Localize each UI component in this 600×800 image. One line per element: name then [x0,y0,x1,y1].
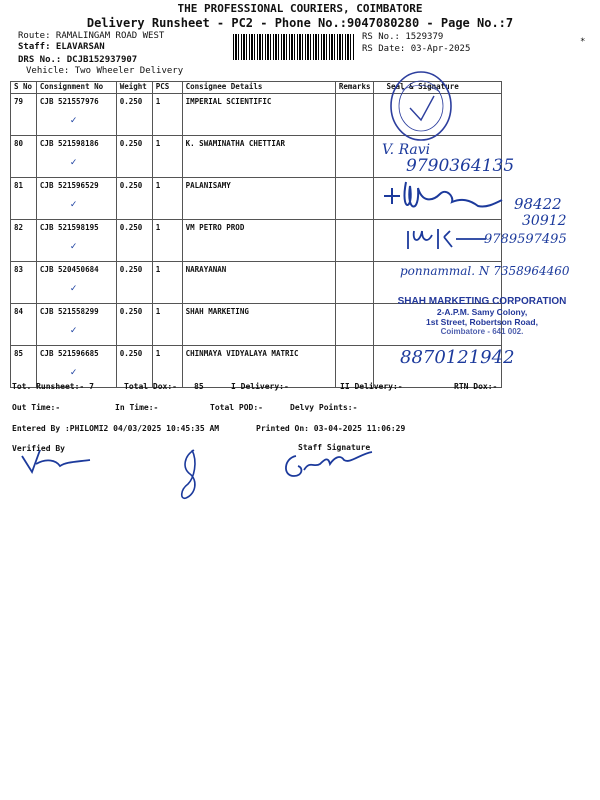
hw-r80-phone: 9790364135 [406,156,515,176]
signature-r81 [380,178,510,214]
remarks-cell [335,262,374,304]
vehicle-text: Vehicle: Two Wheeler Delivery [26,66,184,76]
printed-on: Printed On: 03-04-2025 11:06:29 [256,424,406,433]
tick-mark-icon: ✓ [69,242,78,252]
stamp-line-4: Coimbatore - 641 002. [440,327,524,336]
stamp-line-1: SHAH MARKETING CORPORATION [397,296,567,307]
sno-text: 81 [14,181,24,190]
sno-text: 85 [14,349,24,358]
weight-cell [116,220,152,262]
tick-mark-icon: ✓ [69,368,78,378]
weight-cell [116,94,152,136]
remarks-cell [335,178,374,220]
staff-text: Staff: ELAVARSAN [18,42,105,52]
weight-text: 0.250 [119,223,143,232]
tick-mark-icon: ✓ [69,284,78,294]
hw-r80-name: V. Ravi [382,142,431,158]
stamp-line-2: 2-A.P.M. Samy Colony, [436,307,528,317]
pcs-text: 1 [155,181,161,190]
col-header-remarks: Remarks [335,82,374,94]
driver-signature [176,448,206,500]
consignment-text: CJB 521596529 [39,181,99,190]
tick-mark-icon: ✓ [69,158,78,168]
company-stamp [388,296,576,336]
verified-by-label: Verified By [12,444,65,453]
weight-text: 0.250 [119,307,143,316]
col-header-pcs: PCS [152,82,182,94]
consignee-text: VM PETRO PROD [185,223,245,232]
drs-number: DRS No.: DCJB152937907 [18,55,138,65]
consignee-text: IMPERIAL SCIENTIFIC [185,97,272,106]
runsheet-title: Delivery Runsheet - PC2 - Phone No.:9047080280 - Page No.:7 [86,16,514,30]
consignment-text: CJB 521596685 [39,349,99,358]
route-text: Route: RAMALINGAM ROAD WEST [18,31,165,41]
consignment-text: CJB 520450684 [39,265,99,274]
stamp-line-3: 1st Street, Robertson Road, [426,317,538,327]
pcs-text: 1 [155,307,161,316]
barcode [233,34,355,60]
pcs-text: 1 [155,349,161,358]
weight-text: 0.250 [119,139,143,148]
pcs-cell [152,136,182,178]
sno-text: 84 [14,307,24,316]
tick-mark-icon: ✓ [69,326,78,336]
consignment-cell [36,220,116,262]
sno-cell [11,94,37,136]
consignee-text: SHAH MARKETING [185,307,249,316]
rs-number: RS No.: 1529379 [362,32,444,42]
pcs-text: 1 [155,97,161,106]
weight-text: 0.250 [119,97,143,106]
sno-cell [11,304,37,346]
remarks-cell [335,94,374,136]
consignee-cell [182,304,335,346]
weight-cell [116,178,152,220]
consignee-cell [182,220,335,262]
rs-date: RS Date: 03-Apr-2025 [362,44,471,54]
sno-cell [11,220,37,262]
total-dox-value: 85 [194,382,204,391]
consignment-cell [36,136,116,178]
pcs-text: 1 [155,265,161,274]
sno-text: 79 [14,97,24,106]
col-header-sno: S No [11,82,37,94]
staff-signature-label: Staff Signature [298,443,371,452]
consignee-text: NARAYANAN [185,265,227,274]
consignee-text: K. SWAMINATHA CHETTIAR [185,139,285,148]
entered-by: Entered By :PHILOMI2 04/03/2025 10:45:35 AM [12,424,220,433]
sno-cell [11,262,37,304]
remarks-cell [335,136,374,178]
sno-text: 80 [14,139,24,148]
total-dox-label: Total Dox:- [124,382,177,391]
sno-text: 83 [14,265,24,274]
hw-r85-phone: 8870121942 [400,347,515,368]
weight-text: 0.250 [119,265,143,274]
col-header-weight: Weight [116,82,152,94]
consignment-cell [36,178,116,220]
consignment-cell [36,94,116,136]
consignment-text: CJB 521557976 [39,97,99,106]
weight-cell [116,136,152,178]
col-header-signature: Seal & Signature [374,82,502,94]
remarks-cell [335,304,374,346]
remarks-cell [335,220,374,262]
ii-delivery: II Delivery:- [340,382,403,391]
pcs-cell [152,220,182,262]
rtn-dox: RTN Dox:- [454,382,498,391]
hw-r82-num1: 98422 [514,195,562,213]
corner-mark: * [580,37,586,47]
consignment-text: CJB 521598186 [39,139,99,148]
consignment-cell [36,262,116,304]
sno-text: 82 [14,223,24,232]
tot-runsheet: Tot. Runsheet:- 7 [12,382,94,391]
tick-mark-icon: ✓ [69,200,78,210]
consignee-cell [182,136,335,178]
pcs-cell [152,262,182,304]
pcs-cell [152,178,182,220]
hw-r83-text: ponnammal. N 7358964460 [400,264,570,278]
col-header-consignee: Consignee Details [182,82,335,94]
pcs-text: 1 [155,223,161,232]
delvy-points: Delvy Points:- [290,403,358,412]
col-header-consignment: Consignment No [36,82,116,94]
pcs-cell [152,304,182,346]
hw-r82-num2: 30912 [522,213,567,229]
signature-r82 [404,225,490,253]
pcs-text: 1 [155,139,161,148]
i-delivery: I Delivery:- [231,382,289,391]
consignee-cell [182,262,335,304]
round-seal [388,66,458,144]
consignee-text: PALANISAMY [185,181,231,190]
consignment-text: CJB 521558299 [39,307,99,316]
sno-cell [11,136,37,178]
pcs-cell [152,94,182,136]
sno-cell [11,178,37,220]
staff-signature [282,450,378,480]
weight-text: 0.250 [119,349,143,358]
consignment-text: CJB 521598195 [39,223,99,232]
weight-cell [116,304,152,346]
consignee-text: CHINMAYA VIDYALAYA MATRIC [185,349,299,358]
company-title: THE PROFESSIONAL COURIERS, COIMBATORE [177,2,423,15]
consignee-cell [182,178,335,220]
in-time: In Time:- [115,403,159,412]
weight-text: 0.250 [119,181,143,190]
verified-signature [18,446,94,476]
consignment-cell [36,304,116,346]
hw-r82-phone: 9789597495 [484,232,567,247]
consignee-cell [182,94,335,136]
weight-cell [116,262,152,304]
tick-mark-icon: ✓ [69,116,78,126]
total-pod: Total POD:- [210,403,263,412]
out-time: Out Time:- [12,403,61,412]
